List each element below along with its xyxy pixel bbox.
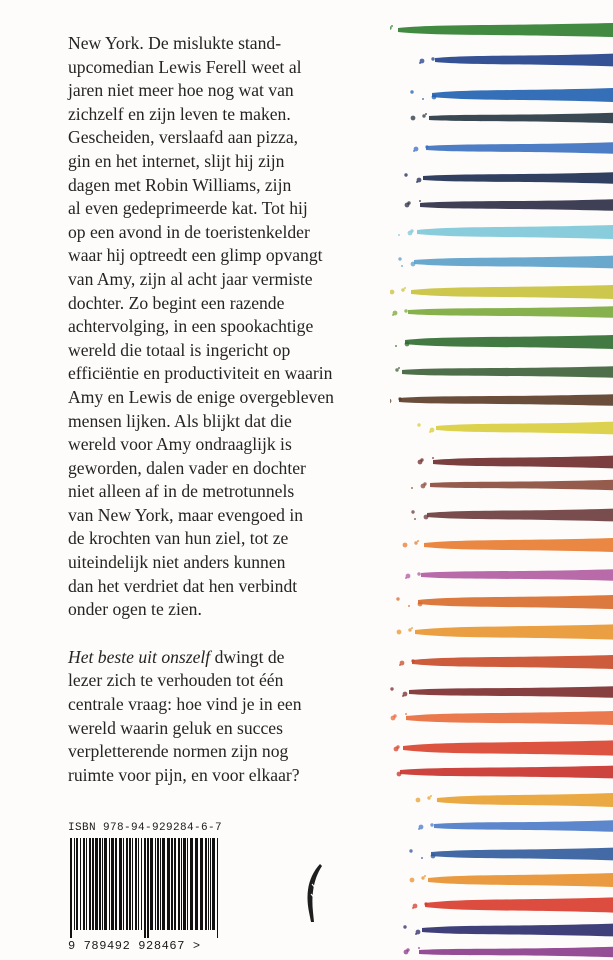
paint-splatter (422, 114, 425, 117)
barcode-bar (109, 838, 110, 930)
barcode-digits: 9 789492 928467 > (68, 939, 201, 953)
paint-streak (408, 306, 613, 318)
paint-streak (435, 54, 613, 67)
paint-streak (400, 766, 613, 779)
barcode-bar (132, 838, 133, 930)
paint-splatter (408, 605, 410, 607)
book-title-italic: Het beste uit onszelf (68, 646, 211, 667)
paint-streak (412, 655, 613, 669)
paint-splatter (417, 572, 420, 575)
paint-splatter (421, 876, 424, 879)
paint-splatter (408, 628, 411, 631)
barcode-bar (155, 838, 156, 930)
paint-splatter (417, 423, 420, 426)
paint-splatter (395, 368, 398, 371)
paint-streak (428, 873, 613, 887)
paint-splatter (410, 878, 415, 883)
paint-streak (398, 23, 613, 37)
barcode-bar (174, 838, 176, 930)
paint-splatter (416, 181, 418, 183)
paint-splatter (432, 95, 437, 100)
barcode-bar (141, 838, 142, 930)
paint-streak (429, 113, 613, 123)
barcode-bar (104, 838, 107, 930)
paint-streak (430, 480, 613, 490)
paint-splatter (421, 857, 423, 859)
paint-streak (423, 172, 613, 184)
paint-splatter (424, 515, 429, 520)
barcode (68, 838, 224, 938)
paint-splatter (431, 57, 434, 60)
paint-splatter (429, 431, 431, 433)
barcode-bar (162, 838, 165, 930)
paint-splatter (418, 947, 420, 949)
paint-splatter (421, 484, 426, 489)
paint-streak (427, 509, 613, 522)
barcode-bar (144, 838, 146, 938)
paint-streak (420, 199, 613, 211)
paint-streak (437, 793, 613, 807)
paint-splatter (401, 265, 403, 267)
paint-splatter (398, 257, 401, 260)
paint-streak (405, 335, 613, 349)
paint-splatter (391, 716, 396, 721)
barcode-bar (210, 838, 211, 930)
paint-splatter (415, 933, 417, 935)
paint-splatter (398, 397, 401, 400)
paint-splatter (411, 262, 416, 267)
barcode-bar (135, 838, 137, 930)
paint-streak (399, 394, 613, 406)
barcode-bar (187, 838, 188, 930)
paint-streak (434, 820, 613, 832)
blurb-paragraph-2-text: dwingt de lezer zich te verhouden tot één centrale vraag: hoe vind je in een wereld waarin geluk en succes verpletterende normen zijn nog ruimte voor pijn, en voor elkaar? (68, 646, 302, 785)
barcode-bar (212, 838, 215, 930)
isbn-label: ISBN 978-94-929284-6-7 (68, 822, 223, 834)
paint-streak (415, 624, 613, 639)
barcode-bar (190, 838, 193, 930)
paint-splatter (422, 98, 424, 100)
paint-splatter (403, 925, 406, 928)
paint-streak (417, 225, 613, 239)
barcode-bar (150, 838, 153, 930)
barcode-bar (102, 838, 103, 930)
paint-splatter (403, 543, 408, 548)
barcode-bar (171, 838, 173, 930)
paint-splatter (394, 747, 399, 752)
paint-splatter (411, 659, 414, 662)
barcode-bar (181, 838, 182, 930)
barcode-bar (138, 838, 139, 930)
paint-splatter (418, 828, 420, 830)
paint-splatter (397, 630, 402, 635)
paint-splatter (404, 173, 407, 176)
paint-splatter (410, 90, 413, 93)
paint-splatter (425, 113, 427, 115)
barcode-bar (160, 838, 161, 930)
quill-icon (300, 862, 330, 924)
paint-streak (425, 897, 613, 912)
paint-streak (419, 947, 613, 957)
paint-splatter (391, 25, 393, 27)
paint-splatter (409, 849, 412, 852)
paint-splatter (413, 150, 415, 152)
barcode-bar (123, 838, 124, 930)
barcode-bar (200, 838, 203, 930)
paint-splatter (399, 664, 401, 666)
paint-splatter (398, 234, 400, 236)
barcode-bar (208, 838, 209, 930)
paint-splatter (431, 854, 436, 859)
barcode-bar (167, 838, 170, 930)
barcode-bar (205, 838, 207, 930)
paint-streak (422, 924, 613, 937)
paint-splatter (418, 460, 423, 465)
paint-streak (432, 88, 613, 102)
paint-streak (418, 595, 613, 609)
barcode-bar (83, 838, 85, 930)
paint-splatter (430, 795, 432, 797)
barcode-bar (126, 838, 128, 930)
paint-streak (414, 256, 613, 269)
paint-streak (431, 848, 613, 861)
paint-splatter (402, 695, 404, 697)
barcode-bar (183, 838, 186, 930)
barcode-bar (217, 838, 218, 938)
paint-streak (402, 366, 613, 378)
paint-splatter (417, 540, 419, 542)
paint-splatter (411, 510, 414, 513)
blurb-text (68, 32, 368, 811)
paint-splatter (411, 116, 416, 121)
paint-streak (426, 142, 613, 154)
paint-splatter (390, 399, 391, 404)
barcode-bar (74, 838, 75, 930)
paint-splatter (418, 602, 423, 607)
paint-splatter (412, 907, 414, 909)
paint-splatter (392, 314, 394, 316)
paint-streak (406, 711, 613, 725)
paint-splatter (404, 309, 407, 312)
paint-splatter (397, 772, 402, 777)
paint-splatter (404, 287, 406, 289)
barcode-bar (80, 838, 81, 930)
paint-splatter (419, 62, 421, 64)
barcode-bar (86, 838, 87, 930)
barcode-bar (99, 838, 101, 930)
barcode-bar (115, 838, 117, 930)
barcode-bar (119, 838, 122, 930)
paint-streak (433, 456, 613, 469)
blurb-paragraph-1: New York. De mislukte stand- upcomedian Lewis Ferell weet al jaren niet meer hoe nog wat van zichzelf en zijn leven te maken. Gescheiden, verslaafd aan pizza, gin en het internet, slijt hij zijn dagen met Robin Williams, zijn al even gedeprimeerde kat. Tot hij op een avond in de toeristenkelder waar hij optreedt een glimp opvangt van Amy, zijn al acht jaar vermiste dochter. Zo begint een razende achtervolging, in een spookachtige wereld die totaal is ingericht op efficiëntie en productiviteit en waarin Amy en Lewis de enige overgebleven mensen lijken. Als blijkt dat die wereld voor Amy ondraaglijk is geworden, dalen vader en dochter niet alleen af in de metrotunnels van New York, maar evengoed in de krochten van hun ziel, tot ze uiteindelijk niet anders kunnen dan het verdriet dat hen verbindt onder ogen te zien. (68, 33, 334, 620)
barcode-bar (147, 838, 149, 938)
paint-splatter (405, 342, 410, 347)
barcode-bar (89, 838, 91, 930)
paint-splatter (427, 796, 430, 799)
paint-splatter (411, 487, 413, 489)
paint-splatter (390, 687, 393, 690)
paint-splatter (411, 627, 413, 629)
paint-splatter (408, 231, 413, 236)
paint-splatter (390, 290, 394, 295)
paint-streak (421, 569, 613, 581)
paint-splatter (430, 823, 433, 826)
paint-splatter (405, 577, 407, 579)
barcode-bar (92, 838, 94, 930)
paint-splatter (416, 798, 421, 803)
paint-splatter (424, 875, 426, 877)
paint-splatter (395, 345, 397, 347)
blurb-paragraph-2 (68, 646, 368, 788)
paint-splatter (432, 457, 434, 459)
barcode-bar (76, 838, 78, 930)
paint-splash-artwork (390, 0, 613, 960)
paint-splatter (404, 950, 409, 955)
paint-streak (403, 740, 613, 755)
paint-splatter (425, 145, 428, 148)
barcode-bar (111, 838, 114, 930)
paint-splatter (424, 902, 427, 905)
paint-splatter (405, 203, 410, 208)
paint-splatter (401, 288, 404, 291)
barcode-bar (157, 838, 159, 930)
barcode-bar (70, 838, 72, 938)
paint-splatter (396, 597, 399, 600)
paint-streak (411, 285, 613, 299)
paint-streak (436, 422, 613, 435)
paint-streak (409, 686, 613, 698)
barcode-bar (178, 838, 180, 930)
barcode-bar (95, 838, 98, 930)
barcode-bar (195, 838, 198, 930)
paint-splatter (405, 713, 407, 715)
barcode-bar (129, 838, 131, 930)
paint-splatter (419, 200, 421, 202)
paint-splatter (414, 518, 416, 520)
paint-streak (424, 538, 613, 552)
paint-splatter (414, 541, 417, 544)
paint-splatter (398, 367, 400, 369)
